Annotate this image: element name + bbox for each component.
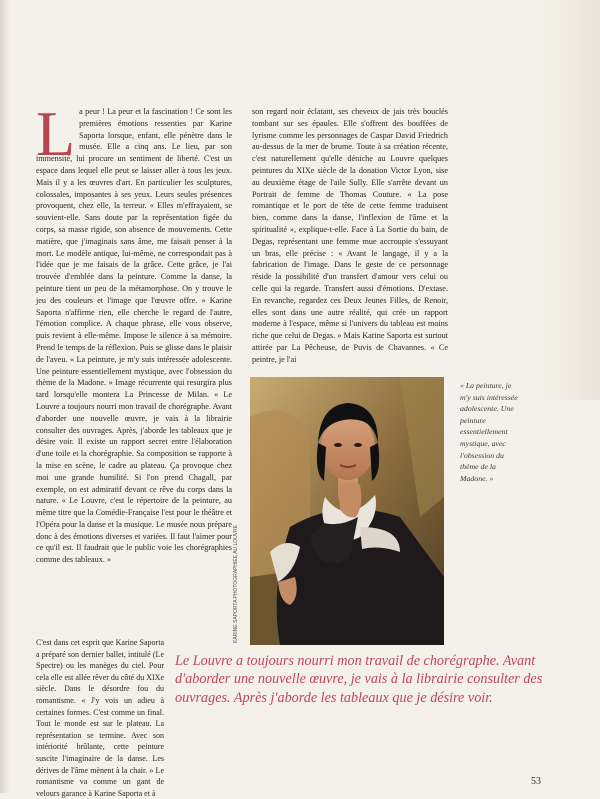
article-body-continued: C'est dans cet esprit que Karine Saporta a préparé son dernier ballet, intitulé (Le Spectre) ou les manèges du ciel. Pour cela elle est allée rêver du côté du XIXe siècle. Dans le désordre fou du romantisme. « J'y vois un adieu à certaines formes. C'est comme un final. Tout le monde est sur le plateau. La représentation se termine. Avec son intériorité brûlante, cette peinture suscite l'imaginaire de la danse. Les dérives de l'âme mènent à la chair. » Le romantisme va comme un gant de velours garance à Karine Saporta et à [36,638,164,798]
article-column-right [252,106,448,366]
article-body-text: a peur ! La peur et la fascination ! Ce sont les premières émotions ressenties par Karine Saporta lorsque, enfant, elle pénètre dans le musée. Elle a cinq ans. Le lieu, par son immensité, lui procure un sentiment de liberté. C'est un espace dans lequel elle peut se laisser aller à tous les jeux. Mais il y a les œuvres d'art. En particulier les sculptures, colossales, imposantes à ses yeux. Leurs seules présences provoquent, chez elle, la terreur. « Elles m'effrayaient, se souvient-elle. Sans doute par la représentation figée du corps, sa masse rigide, son absence de mouvements. Cette matière, que j'imaginais sans âme, me faisait penser à la mort. Le modèle antique, lui-même, ne correspondait pas à l'idée que je me faisais de la grâce. Cette grâce, je l'ai trouvée d'emblée dans la peinture. Comme la danse, la peinture tient un peu de la métamorphose. On y trouve le jeu des couleurs et l'image que l'œuvre offre. » Karine Saporta n'affirme rien, elle cherche le regard de l'autre, l'émotion complice. A chaque phrase, elle vous observe, puis revient à elle-même. Impose le silence à sa mémoire. Prend le temps de la réflexion. Puis se glisse dans le plaisir de l'aveu. « La peinture, je m'y suis intéressée adolescente. Une peinture essentiellement mystique, avec l'obsession du thème de la Madone. » Image récurrente qui resurgira plus tard lorsqu'elle montera La Princesse de Milan. « Le Louvre a toujours nourri mon travail de chorégraphe. Avant d'aborder une nouvelle œuvre, je vais à la librairie consulter des ouvrages. Après, j'aborde les tableaux que je désire voir. Il existe un rapport secret entre l'élaboration d'une toile et la chorégraphie. Sa composition se rapporte à la mise en scène, le cadre au plateau. Ça provoque chez moi une grande humilité. Si l'on prend Chagall, par exemple, on est admiratif devant ce rêve du corps dans la nature. « Le Louvre, c'est le répertoire de la peinture, au même titre que la Comédie-Française l'est pour le théâtre et l'Opéra pour la danse et la musique. Le musée nous prépare donc à des émotions diverses et variées. Il faut l'aimer pour ce qu'il est. Il faudrait que le public voie les chorégraphies comme des tableaux. » [36,107,232,565]
side-quote: « La peinture, je m'y suis intéressée adolescente. Une peinture essentiellement mystique, avec l'obsession du thème de la Madone. » [460,381,518,483]
page-edge-shadow [540,0,600,400]
article-column-lower [36,637,164,799]
article-body-right: son regard noir éclatant, ses cheveux de jais très bouclés tombant sur ses épaules. Elle s'offrent des bouffées de lyrisme comme les personnages de Caspar David Friedrich au-dessus de la mer de brume. Toute à sa création récente, c'est naturellement qu'elle déniche au Louvre quelques peintures du XIXe siècle de la donation Victor Lyon, sise au deuxième étage de l'aile Sully. Elle s'arrête devant un Portrait de femme de Thomas Couture. « La pose romantique et le port de tête de cette femme traduisent bien, comme dans la danse, l'inflexion de l'âme et la spiritualité », explique-t-elle. Face à La Sortie du bain, de Degas, représentant une femme mue accroupie s'essuyant un bras, elle précise : « Avant le langage, il y a la fabrication de l'image. Dans le geste de ce personnage réside la possibilité d'un transfert d'amour vers celui ou celle qui la regarde. Transfert aussi d'émotions. D'extase. En revanche, regardez ces Deux Jeunes Filles, de Renoir, elles sont dans une autre réalité, qui crée un rapport moderne à l'espace, même si l'univers du tableau est moins riche que celui de Degas. » Mais Karine Saporta est surtout attirée par La Pêcheuse, de Puvis de Chavannes. « Ce peintre, je l'ai [252,107,448,364]
page-gutter-shadow [0,0,10,793]
pull-quote: Le Louvre a toujours nourri mon travail de chorégraphe. Avant d'aborder une nouvelle œuvre, je vais à la librairie consulter des ouvrages. Après j'aborde les tableaux que je désire voir. [175,653,543,706]
photo-credit: KARINE SAPORTA PHOTOGRAPHIÉE AU LOUVRE [233,524,239,643]
article-column-left [36,98,232,566]
portrait-photo-image [250,377,444,645]
page-number: 53 [531,776,541,787]
drop-cap: L [36,98,76,169]
portrait-photo [250,377,444,645]
